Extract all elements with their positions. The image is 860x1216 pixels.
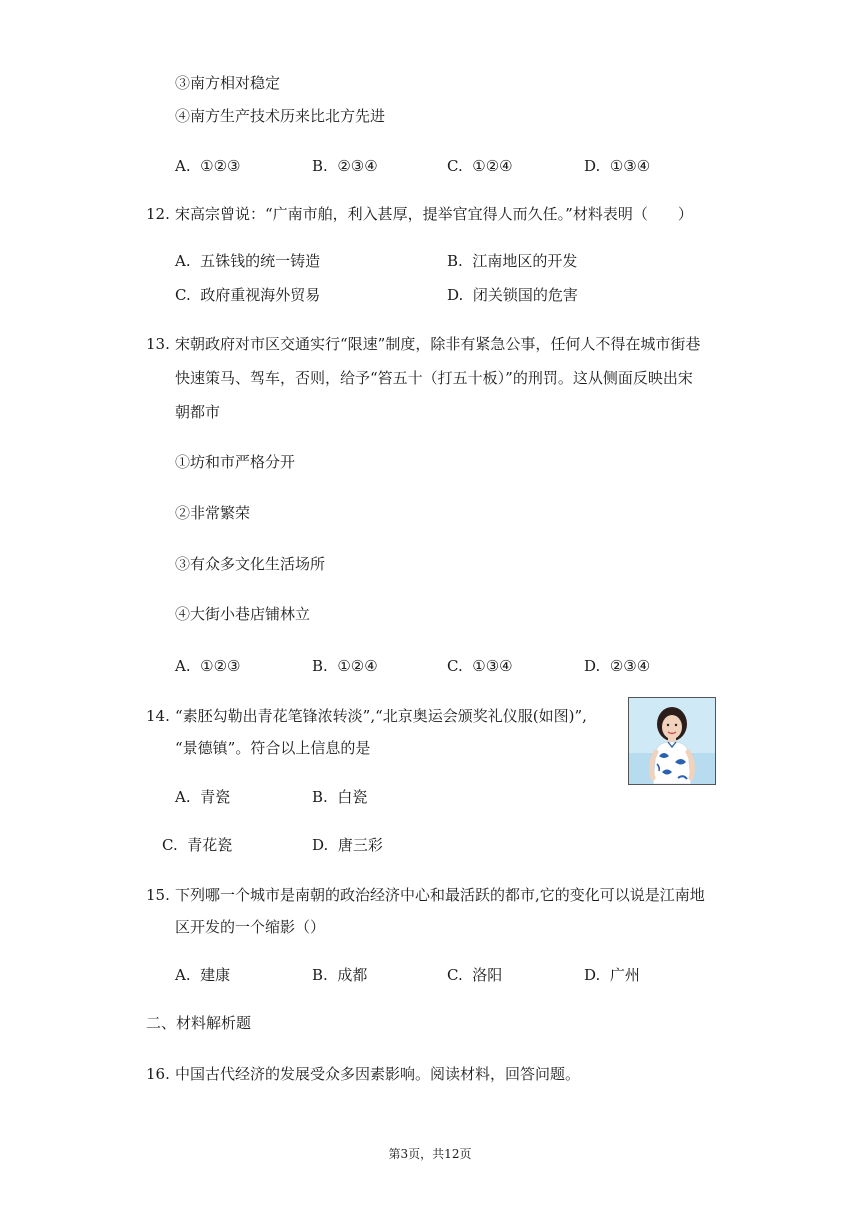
q13-choice-d: D. ②③④ xyxy=(584,657,651,675)
q15-choice-d: D. 广州 xyxy=(584,966,640,984)
q14-stem-line-2: “景德镇”。符合以上信息的是 xyxy=(175,739,371,757)
q12-choice-d: D. 闭关锁国的危害 xyxy=(447,286,578,304)
q11-option-4: ④南方生产技术历来比北方先进 xyxy=(175,107,386,125)
q15-choice-c: C. 洛阳 xyxy=(447,966,503,984)
q11-choice-a: A. ①②③ xyxy=(175,157,241,175)
q15-number: 15. xyxy=(146,886,170,904)
q15-stem-line-1: 下列哪一个城市是南朝的政治经济中心和最活跃的都市,它的变化可以说是江南地 xyxy=(175,886,705,904)
q13-statement-1: ①坊和市严格分开 xyxy=(175,453,296,471)
q12-stem: 宋高宗曾说：“广南市舶，利入甚厚，提举官宜得人而久任。”材料表明（ ） xyxy=(175,205,693,223)
q12-number: 12. xyxy=(146,205,170,223)
q13-number: 13. xyxy=(146,335,170,353)
q12-choice-c: C. 政府重视海外贸易 xyxy=(175,286,321,304)
q11-option-3: ③南方相对稳定 xyxy=(175,74,281,92)
section-heading: 二、材料解析题 xyxy=(146,1014,252,1032)
q16-number: 16. xyxy=(146,1065,170,1083)
q16-stem: 中国古代经济的发展受众多因素影响。阅读材料，回答问题。 xyxy=(175,1065,581,1083)
q12-choice-b: B. 江南地区的开发 xyxy=(447,252,578,270)
q15-stem-line-2: 区开发的一个缩影（） xyxy=(175,918,326,936)
q14-number: 14. xyxy=(146,707,170,725)
q13-stem-line-1: 宋朝政府对市区交通实行“限速”制度，除非有紧急公事，任何人不得在城市街巷 xyxy=(175,335,701,353)
page-footer: 第3页，共12页 xyxy=(388,1147,472,1161)
q13-statement-3: ③有众多文化生活场所 xyxy=(175,555,326,573)
q13-choice-b: B. ①②④ xyxy=(312,657,378,675)
qipao-photo xyxy=(628,697,716,785)
q14-choice-a: A. 青瓷 xyxy=(175,788,231,806)
q14-stem-line-1: “素胚勾勒出青花笔锋浓转淡”,“北京奥运会颁奖礼仪服(如图)”, xyxy=(175,707,587,725)
q14-choice-b: B. 白瓷 xyxy=(312,788,368,806)
q13-stem-line-2: 快速策马、驾车，否则，给予“笞五十（打五十板）”的刑罚。这从侧面反映出宋 xyxy=(175,369,693,387)
qipao-figure-icon xyxy=(629,698,715,784)
q14-choice-c: C. 青花瓷 xyxy=(162,836,233,854)
q14-choice-d: D. 唐三彩 xyxy=(312,836,383,854)
q13-stem-line-3: 朝都市 xyxy=(175,403,221,421)
q12-choice-a: A. 五铢钱的统一铸造 xyxy=(175,252,321,270)
q15-choice-b: B. 成都 xyxy=(312,966,368,984)
q13-statement-4: ④大街小巷店铺林立 xyxy=(175,605,311,623)
q11-choice-d: D. ①③④ xyxy=(584,157,651,175)
q11-choice-c: C. ①②④ xyxy=(447,157,513,175)
q13-choice-c: C. ①③④ xyxy=(447,657,513,675)
q11-choice-b: B. ②③④ xyxy=(312,157,378,175)
q13-statement-2: ②非常繁荣 xyxy=(175,504,251,522)
q13-choice-a: A. ①②③ xyxy=(175,657,241,675)
q15-choice-a: A. 建康 xyxy=(175,966,231,984)
